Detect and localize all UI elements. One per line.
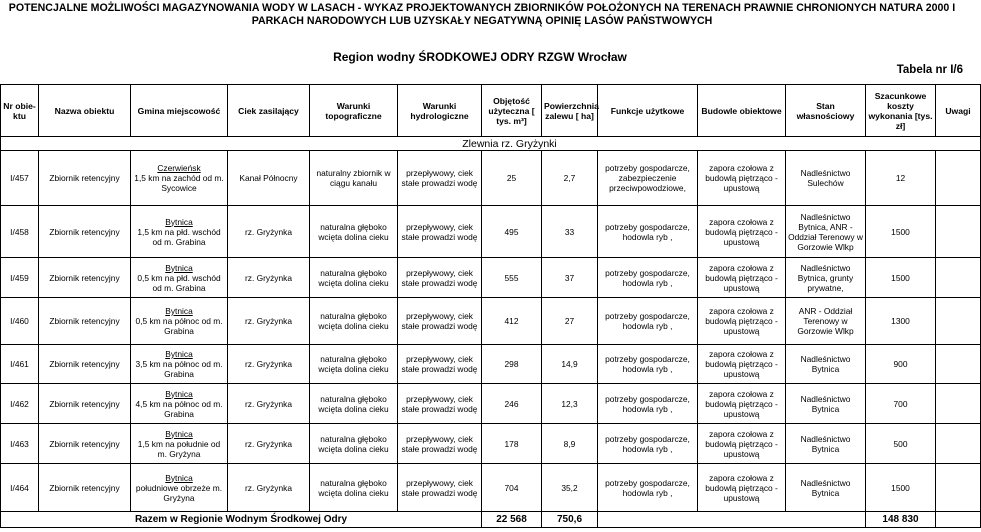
cell-build: zapora czołowa z budowlą piętrząco - upustową: [698, 151, 786, 206]
cell-topo: naturalna głęboko wcięta dolina cieku: [310, 345, 398, 384]
cell-notes: [936, 424, 981, 464]
cell-owner: ANR - Oddział Terenowy w Gorzowie Wlkp: [786, 298, 866, 345]
total-notes: [936, 512, 981, 528]
cell-notes: [936, 345, 981, 384]
cell-vol: 178: [482, 424, 542, 464]
cell-area: 33: [542, 206, 598, 258]
table-number: Tabela nr I/6: [896, 64, 963, 76]
cell-vol: 246: [482, 384, 542, 424]
cell-gmina: [131, 464, 228, 512]
section-label: Zlewnia rz. Gryżynki: [1, 137, 981, 151]
cell-ciek: Kanał Północny: [228, 151, 310, 206]
total-area: 750,6: [542, 512, 598, 528]
cell-ciek: rz. Gryżynka: [228, 206, 310, 258]
cell-nr: I/463: [1, 424, 39, 464]
cell-cost: 500: [866, 424, 936, 464]
header-row: [1, 85, 981, 137]
cell-build: zapora czołowa z budowlą piętrząco - upustową: [698, 384, 786, 424]
gmina-name: Bytnica: [165, 388, 193, 399]
cell-area: 14,9: [542, 345, 598, 384]
location-desc: 0,5 km na północ od m. Grabina: [135, 316, 223, 336]
cell-cost: 700: [866, 384, 936, 424]
cell-vol: 412: [482, 298, 542, 345]
cell-nr: I/464: [1, 464, 39, 512]
cell-hydro: przepływowy, ciek stałe prowadzi wodę: [398, 424, 482, 464]
cell-topo: naturalny zbiornik w ciągu kanału: [310, 151, 398, 206]
cell-area: 35,2: [542, 464, 598, 512]
cell-name: Zbiornik retencyjny: [39, 424, 131, 464]
cell-cost: 12: [866, 151, 936, 206]
cell-area: 27: [542, 298, 598, 345]
cell-ciek: rz. Gryżynka: [228, 464, 310, 512]
col-header-topo: Warunki topograficzne: [310, 85, 398, 137]
cell-area: 12,3: [542, 384, 598, 424]
cell-vol: 495: [482, 206, 542, 258]
col-header-notes: Uwagi: [936, 85, 981, 137]
cell-area: 37: [542, 258, 598, 298]
gmina-name: Bytnica: [165, 472, 193, 483]
cell-hydro: przepływowy, ciek stałe prowadzi wodę: [398, 151, 482, 206]
location-desc: południowe obrzeże m. Gryżyna: [135, 482, 223, 503]
table-row: [1, 258, 981, 298]
cell-gmina: [131, 298, 228, 345]
cell-notes: [936, 384, 981, 424]
gmina-name: Bytnica: [165, 216, 193, 227]
cell-name: Zbiornik retencyjny: [39, 345, 131, 384]
cell-gmina: [131, 206, 228, 258]
cell-owner: Nadleśnictwo Bytnica: [786, 424, 866, 464]
cell-gmina: [131, 258, 228, 298]
cell-owner: Nadleśnictwo Sulechów: [786, 151, 866, 206]
cell-func: potrzeby gospodarcze, hodowla ryb ,: [598, 298, 698, 345]
cell-nr: I/459: [1, 258, 39, 298]
location-desc: 3,5 km na północ od m. Grabina: [135, 359, 223, 379]
total-vol: 22 568: [482, 512, 542, 528]
cell-gmina: [131, 345, 228, 384]
cell-build: zapora czołowa z budowlą piętrząco - upustową: [698, 464, 786, 512]
cell-owner: Nadleśnictwo Bytnica: [786, 464, 866, 512]
cell-cost: 900: [866, 345, 936, 384]
gmina-name: Bytnica: [165, 428, 193, 439]
cell-topo: naturalna głęboko wcięta dolina cieku: [310, 424, 398, 464]
col-header-name: Nazwa obiektu: [39, 85, 131, 137]
cell-owner: Nadleśnictwo Bytnica: [786, 345, 866, 384]
cell-area: 2,7: [542, 151, 598, 206]
cell-notes: [936, 258, 981, 298]
cell-ciek: rz. Gryżynka: [228, 384, 310, 424]
gmina-name: Bytnica: [165, 349, 193, 359]
cell-vol: 555: [482, 258, 542, 298]
section-row: [1, 137, 981, 151]
cell-nr: I/461: [1, 345, 39, 384]
cell-topo: naturalna głęboko wcięta dolina cieku: [310, 384, 398, 424]
cell-hydro: przepływowy, ciek stałe prowadzi wodę: [398, 464, 482, 512]
cell-ciek: rz. Gryżynka: [228, 258, 310, 298]
cell-hydro: przepływowy, ciek stałe prowadzi wodę: [398, 384, 482, 424]
col-header-vol: Objętość użyteczna [ tys. m³]: [482, 85, 542, 137]
cell-owner: Nadleśnictwo Bytnica: [786, 384, 866, 424]
cell-name: Zbiornik retencyjny: [39, 464, 131, 512]
cell-ciek: rz. Gryżynka: [228, 424, 310, 464]
cell-build: zapora czołowa z budowlą piętrząco - upustową: [698, 258, 786, 298]
col-header-nr: Nr obie-ktu: [1, 85, 39, 137]
cell-notes: [936, 151, 981, 206]
cell-cost: 1300: [866, 298, 936, 345]
location-desc: 1,5 km na południe od m. Gryżyna: [137, 438, 221, 459]
col-header-gmina: Gmina miejscowość: [131, 85, 228, 137]
cell-owner: Nadleśnictwo Bytnica, ANR - Oddział Terenowy w Gorzowie Wlkp: [786, 206, 866, 258]
cell-name: Zbiornik retencyjny: [39, 151, 131, 206]
cell-func: potrzeby gospodarcze, hodowla ryb ,: [598, 345, 698, 384]
cell-cost: 1500: [866, 206, 936, 258]
cell-func: potrzeby gospodarcze, hodowla ryb ,: [598, 384, 698, 424]
gmina-name: Czerwieńsk: [157, 163, 201, 173]
cell-nr: I/462: [1, 384, 39, 424]
cell-build: zapora czołowa z budowlą piętrząco - upustową: [698, 298, 786, 345]
cell-cost: 1500: [866, 258, 936, 298]
cell-build: zapora czołowa z budowlą piętrząco - upustową: [698, 345, 786, 384]
cell-notes: [936, 206, 981, 258]
cell-topo: naturalna głęboko wcięta dolina cieku: [310, 298, 398, 345]
cell-gmina: [131, 424, 228, 464]
table-row: [1, 345, 981, 384]
cell-nr: I/460: [1, 298, 39, 345]
cell-name: Zbiornik retencyjny: [39, 384, 131, 424]
location-desc: 4,5 km na północ od m. Grabina: [135, 398, 223, 419]
col-header-func: Funkcje użytkowe: [598, 85, 698, 137]
total-label: Razem w Regionie Wodnym Środkowej Odry: [1, 512, 482, 528]
cell-gmina: [131, 151, 228, 206]
col-header-owner: Stan własnościowy: [786, 85, 866, 137]
cell-func: potrzeby gospodarcze, hodowla ryb ,: [598, 258, 698, 298]
cell-nr: I/457: [1, 151, 39, 206]
total-cost: 148 830: [866, 512, 936, 528]
cell-name: Zbiornik retencyjny: [39, 298, 131, 345]
table-row: [1, 151, 981, 206]
cell-notes: [936, 298, 981, 345]
table-row: [1, 206, 981, 258]
cell-owner: Nadleśnictwo Bytnica, grunty prywatne,: [786, 258, 866, 298]
col-header-cost: Szacunkowe koszty wykonania [tys. zł]: [866, 85, 936, 137]
cell-func: potrzeby gospodarcze, zabezpieczenie przeciwpowodziowe,: [598, 151, 698, 206]
document-title: [6, 2, 958, 27]
cell-vol: 298: [482, 345, 542, 384]
cell-topo: naturalna głęboko wcięta dolina cieku: [310, 258, 398, 298]
cell-ciek: rz. Gryżynka: [228, 345, 310, 384]
cell-build: zapora czołowa z budowlą piętrząco - upustową: [698, 206, 786, 258]
gmina-name: Bytnica: [165, 262, 193, 273]
cell-hydro: przepływowy, ciek stałe prowadzi wodę: [398, 298, 482, 345]
total-row: [1, 512, 981, 528]
table-row: [1, 464, 981, 512]
cell-hydro: przepływowy, ciek stałe prowadzi wodę: [398, 206, 482, 258]
cell-topo: naturalna głęboko wcięta dolina cieku: [310, 464, 398, 512]
cell-func: potrzeby gospodarcze, hodowla ryb ,: [598, 206, 698, 258]
cell-notes: [936, 464, 981, 512]
col-header-hydro: Warunki hydrologiczne: [398, 85, 482, 137]
cell-cost: 1500: [866, 464, 936, 512]
title-line-1: POTENCJALNE MOŻLIWOŚCI MAGAZYNOWANIA WODY W LASACH - WYKAZ PROJEKTOWANYCH ZBIORNIKÓW POŁOŻONYCH NA TERENACH PRAWNIE CHRONIONYCH NATURA 2000 I: [8, 2, 956, 14]
cell-vol: 704: [482, 464, 542, 512]
location-desc: 1,5 km na zachód od m. Sycowice: [134, 173, 224, 193]
cell-build: zapora czołowa z budowlą piętrząco - upustową: [698, 424, 786, 464]
reservoir-table: [0, 84, 981, 528]
col-header-build: Budowle obiektowe: [698, 85, 786, 137]
table-row: [1, 298, 981, 345]
location-desc: 1,5 km na płd. wschód od m. Grabina: [137, 226, 221, 247]
col-header-area: Powierzchnia zalewu [ ha]: [542, 85, 598, 137]
cell-name: Zbiornik retencyjny: [39, 258, 131, 298]
cell-func: potrzeby gospodarcze, hodowla ryb ,: [598, 424, 698, 464]
cell-area: 8,9: [542, 424, 598, 464]
table-row: [1, 384, 981, 424]
cell-vol: 25: [482, 151, 542, 206]
cell-name: Zbiornik retencyjny: [39, 206, 131, 258]
location-desc: 0,5 km na płd. wschód od m. Grabina: [137, 272, 221, 293]
total-spacer: [598, 512, 866, 528]
region-heading: Region wodny ŚRODKOWEJ ODRY RZGW Wrocław: [333, 50, 627, 64]
cell-hydro: przepływowy, ciek stałe prowadzi wodę: [398, 258, 482, 298]
cell-hydro: przepływowy, ciek stałe prowadzi wodę: [398, 345, 482, 384]
cell-topo: naturalna głęboko wcięta dolina cieku: [310, 206, 398, 258]
cell-nr: I/458: [1, 206, 39, 258]
table-body: [1, 137, 981, 528]
cell-ciek: rz. Gryżynka: [228, 298, 310, 345]
cell-gmina: [131, 384, 228, 424]
title-line-2: PARKACH NARODOWYCH LUB UZYSKAŁY NEGATYWNĄ OPINIĘ LASÓW PAŃSTWOWYCH: [251, 14, 713, 27]
col-header-ciek: Ciek zasilający: [228, 85, 310, 137]
cell-func: potrzeby gospodarcze, hodowla ryb ,: [598, 464, 698, 512]
table-row: [1, 424, 981, 464]
gmina-name: Bytnica: [165, 306, 193, 316]
